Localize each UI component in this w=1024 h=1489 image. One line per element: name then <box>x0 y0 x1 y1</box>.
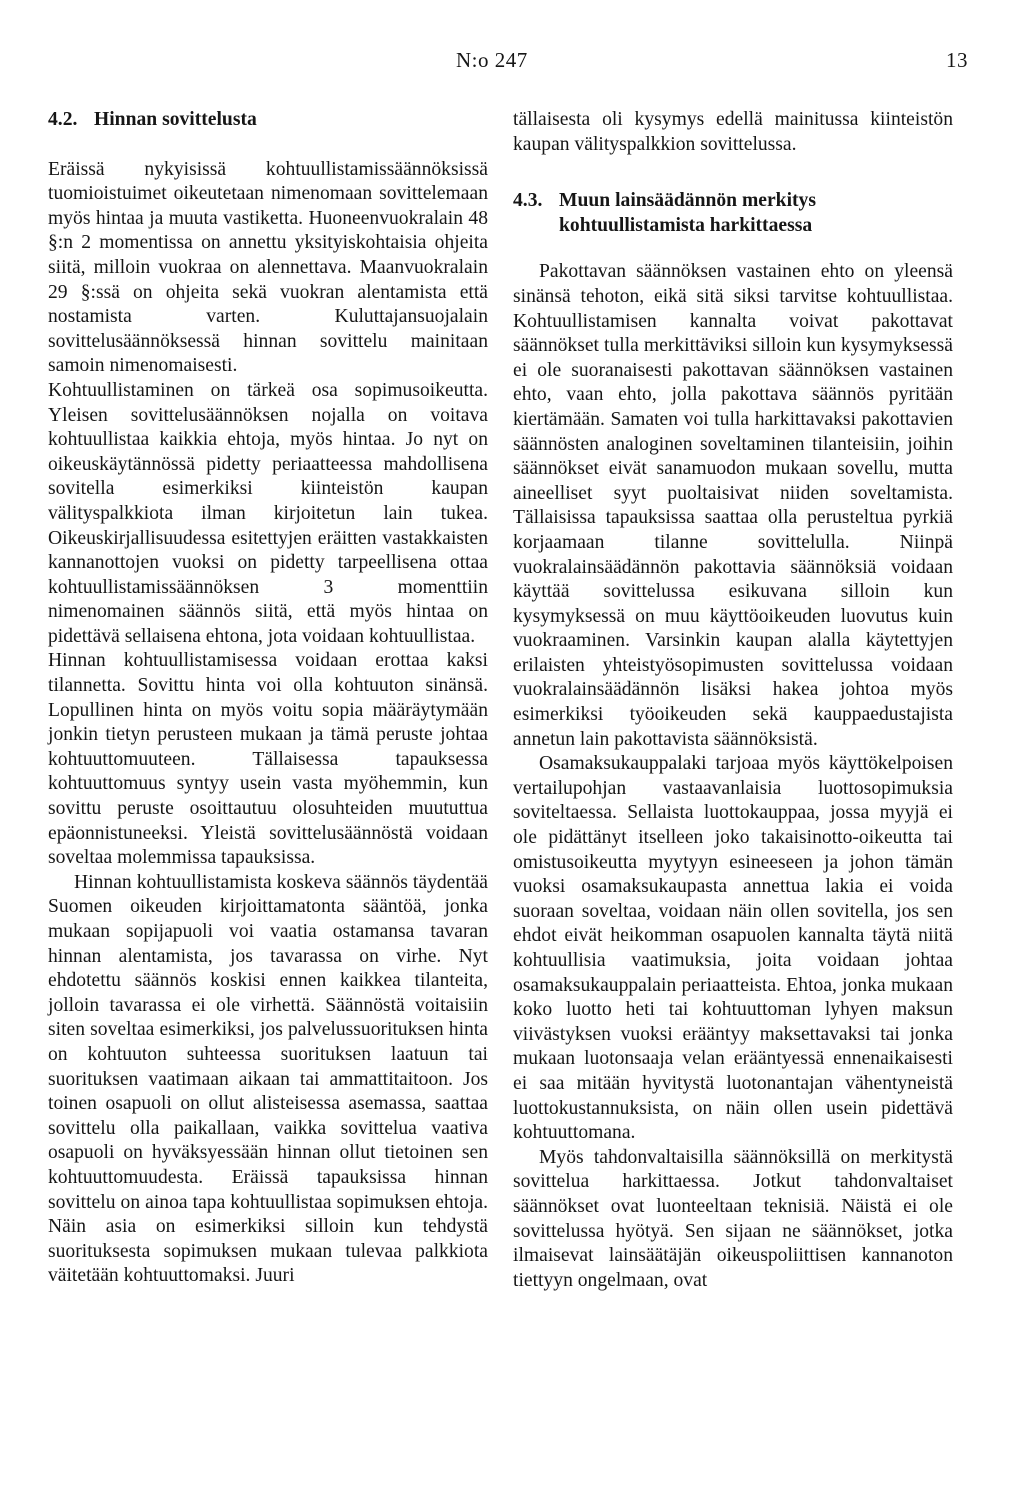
paragraph: Osamaksukauppalaki tarjoaa myös käyttökelpoisen vertailupohjan vastaavanlaisia luottosopimuksia soviteltaessa. Sellaista luottokauppaa, jossa myyjä ei ole pidättänyt itselleen joko takaisinotto-oikeutta tai omistusoikeutta myytyyn esineeseen ja johon tämän vuoksi osamaksukaupasta annettua lakia ei voida suoraan soveltaa, voidaan näin ollen sovitella, jos sen ehdot eivät heikomman osapuolen kannalta täytä niitä kohtuullisia vaatimuksia, joita voidaan johtaa osamaksukauppalain periaatteista. Ehtoa, jonka mukaan koko luotto heti tai kohtuuttoman lyhyen maksun viivästyksen vuoksi erääntyy maksettavaksi tai jonka mukaan luotonsaaja velan erääntyessä ennenaikaisesti ei saa mitään hyvitystä luotonantajan vähentyneistä luottokustannuksista, on näin ollen usein pidettävä kohtuuttomana. <box>513 753 953 1144</box>
left-column <box>48 108 488 1289</box>
paragraph: Kohtuullistaminen on tärkeä osa sopimusoikeutta. Yleisen sovittelusäännöksen nojalla on voitava kohtuullistaa kaikkia ehtoja, myös hintaa. Jo nyt on oikeuskäytännössä pidetty periaatteessa mahdollisena sovitella esimerkiksi kiinteistön kaupan välityspalkkiota ilman kirjoitetun lain tukea. Oikeuskirjallisuudessa esitettyjen eräitten vastakkaisten kannanottojen vuoksi on pidetty tarpeellisena ottaa kohtuullistamissäännöksen 3 momenttiin nimenomainen säännös siitä, että myös hintaa on pidettävä sellaisena ehtona, jota voidaan kohtuullistaa. <box>48 379 488 647</box>
section-title: Muun lainsäädännön merkitys kohtuullistamista harkittaessa <box>559 190 816 236</box>
paragraph: Hinnan kohtuullistamista koskeva säännös täydentää Suomen oikeuden kirjoittamatonta sääntöä, jonka mukaan sopijapuoli voi vaatia ostamansa tavaran hinnan alentamista, jos tavarassa on virhe. Nyt ehdotettu säännös koskisi ennen kaikkea tilanteita, jolloin tavarassa ei ole virhettä. Säännöstä voitaisiin siten soveltaa esimerkiksi, jos palvelussuorituksen hinta on kohtuuton suhteessa suorituksen laatuun tai suorituksen vaatimaan aikaan tai ammattitaitoon. Jos toinen osapuoli on ollut alisteisessa asemassa, saattaa sovittelu olla paikallaan, vaikka sovittelua vaativa osapuoli on hyväksyessään hinnan ollut tietoinen sen kohtuuttomuudesta. Eräissä tapauksissa hinnan sovittelu on ainoa tapa kohtuullistaa sopimuksen ehtoja. Näin asia on esimerkiksi silloin kun tehdystä suorituksesta sopimuksen mukaan tulevaa palkkiota väitetään kohtuuttomaksi. Juuri <box>48 871 488 1287</box>
section-number: 4.2. <box>48 109 78 130</box>
paragraph: Pakottavan säännöksen vastainen ehto on yleensä sinänsä tehoton, eikä sitä siksi tarvitse kohtuullistaa. Kohtuullistamisen kannalta voivat pakottavat säännökset tulla merkittäviksi silloin kun kysymyksessä ei ole suoranaisesti pakottavan säännöksen vastainen ehto, vaan ehto, jolla pakottava säännös pyritään kiertämään. Samaten voi tulla harkittavaksi pakottavien säännösten analoginen soveltaminen tilanteisiin, joihin säännökset eivät sanamuodon mukaan sovellu, mutta aineelliset syyt puoltaisivat niiden soveltamista. Tällaisissa tapauksissa saattaa olla perusteltua pyrkiä korjaamaan tilanne sovittelulla. Niinpä vuokralainsäädännön pakottavia säännöksiä voidaan käyttää sovittelussa esikuvana silloin kun kysymyksessä on muu käyttöoikeuden luovutus kuin vuokraaminen. Varsinkin kaupan alalla käytettyjen erilaisten yhteistyösopimusten sovittelussa voidaan vuokralainsäädännön lisäksi hakea johtoa myös esimerkiksi työoikeuden sekä kauppaedustajista annetun lain pakottavista säännöksistä. <box>513 261 953 750</box>
section-number: 4.3. <box>513 190 543 212</box>
document-number: N:o 247 <box>456 48 528 72</box>
page-number: 13 <box>946 48 968 72</box>
paragraph: Hinnan kohtuullistamisessa voidaan erottaa kaksi tilannetta. Sovittu hinta voi olla kohtuuton sinänsä. Lopullinen hinta on myös voitu sopia määräytymään jonkin tietyn perusteen mukaan ja tämä peruste johtaa kohtuuttomuuteen. Tällaisessa tapauksessa kohtuuttomuus syntyy usein vasta myöhemmin, kun sovittu peruste osoittautuu olosuhteiden muututtua epäonnistuneeksi. Yleistä sovittelusäännöstä voidaan soveltaa molemmissa tapauksissa. <box>48 650 488 869</box>
right-column <box>513 108 953 1293</box>
section-heading-4-2 <box>48 108 488 133</box>
section-title: Hinnan sovittelusta <box>94 109 257 130</box>
paragraph: Eräissä nykyisissä kohtuullistamissäännöksissä tuomioistuimet oikeutetaan nimenomaan sovittelemaan myös hintaa ja muuta vastiketta. Huoneenvuokralain 48 §:n 2 momentissa on annettu yksityiskohtaisia ohjeita siitä, milloin vuokraa on alennettava. Maanvuokralain 29 §:ssä on ohjeita sekä vuokran alentamista että nostamista varten. Kuluttajansuojalain sovittelusäännöksessä hinnan sovittelu mainitaan samoin nimenomaisesti. <box>48 158 488 377</box>
paragraph: Myös tahdonvaltaisilla säännöksillä on merkitystä sovittelua harkittaessa. Jotkut tahdonvaltaiset säännökset ovat luonteeltaan teknisiä. Näistä ei ole sovittelussa hyötyä. Sen sijaan ne säännökset, jotka ilmaisevat lainsäätäjän oikeuspoliittisen kannanoton tiettyyn ongelmaan, ovat <box>513 1146 953 1291</box>
continuation-text: tällaisesta oli kysymys edellä mainitussa kiinteistön kaupan välityspalkkion sovittelussa. <box>513 109 953 155</box>
section-heading-4-3 <box>513 189 953 238</box>
